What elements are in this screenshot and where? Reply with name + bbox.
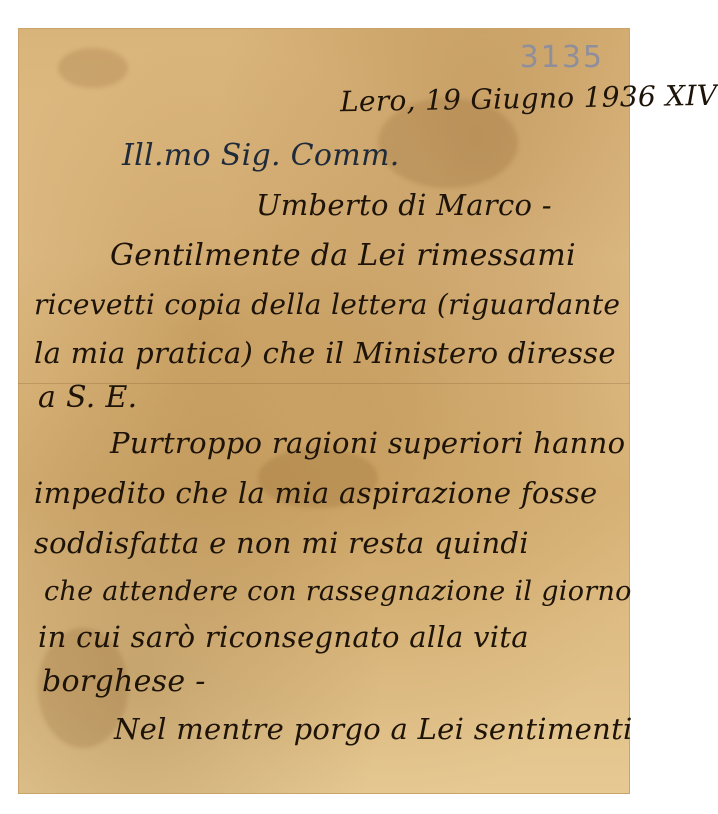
- paper-stain: [58, 48, 128, 88]
- recipient-name: Umberto di Marco -: [256, 188, 552, 222]
- date-line: Lero, 19 Giugno 1936 XIV: [339, 78, 718, 119]
- body-line: Gentilmente da Lei rimessami: [110, 238, 576, 273]
- body-line: a S. E.: [38, 380, 138, 415]
- archive-number: 3135: [519, 40, 604, 75]
- body-line: che attendere con rassegnazione il giorno: [44, 576, 632, 607]
- body-line: Nel mentre porgo a Lei sentimenti: [114, 712, 633, 746]
- salutation: Ill.mo Sig. Comm.: [122, 138, 400, 173]
- letter-paper: [18, 28, 718, 794]
- body-line: Purtroppo ragioni superiori hanno: [110, 426, 626, 460]
- body-line: soddisfatta e non mi resta quindi: [34, 526, 529, 560]
- body-line: la mia pratica) che il Ministero diresse: [34, 336, 616, 370]
- body-line: in cui sarò riconsegnato alla vita: [38, 620, 529, 654]
- body-line: impedito che la mia aspirazione fosse: [34, 476, 598, 510]
- body-line: ricevetti copia della lettera (riguardante: [34, 288, 621, 321]
- body-line: borghese -: [42, 664, 206, 699]
